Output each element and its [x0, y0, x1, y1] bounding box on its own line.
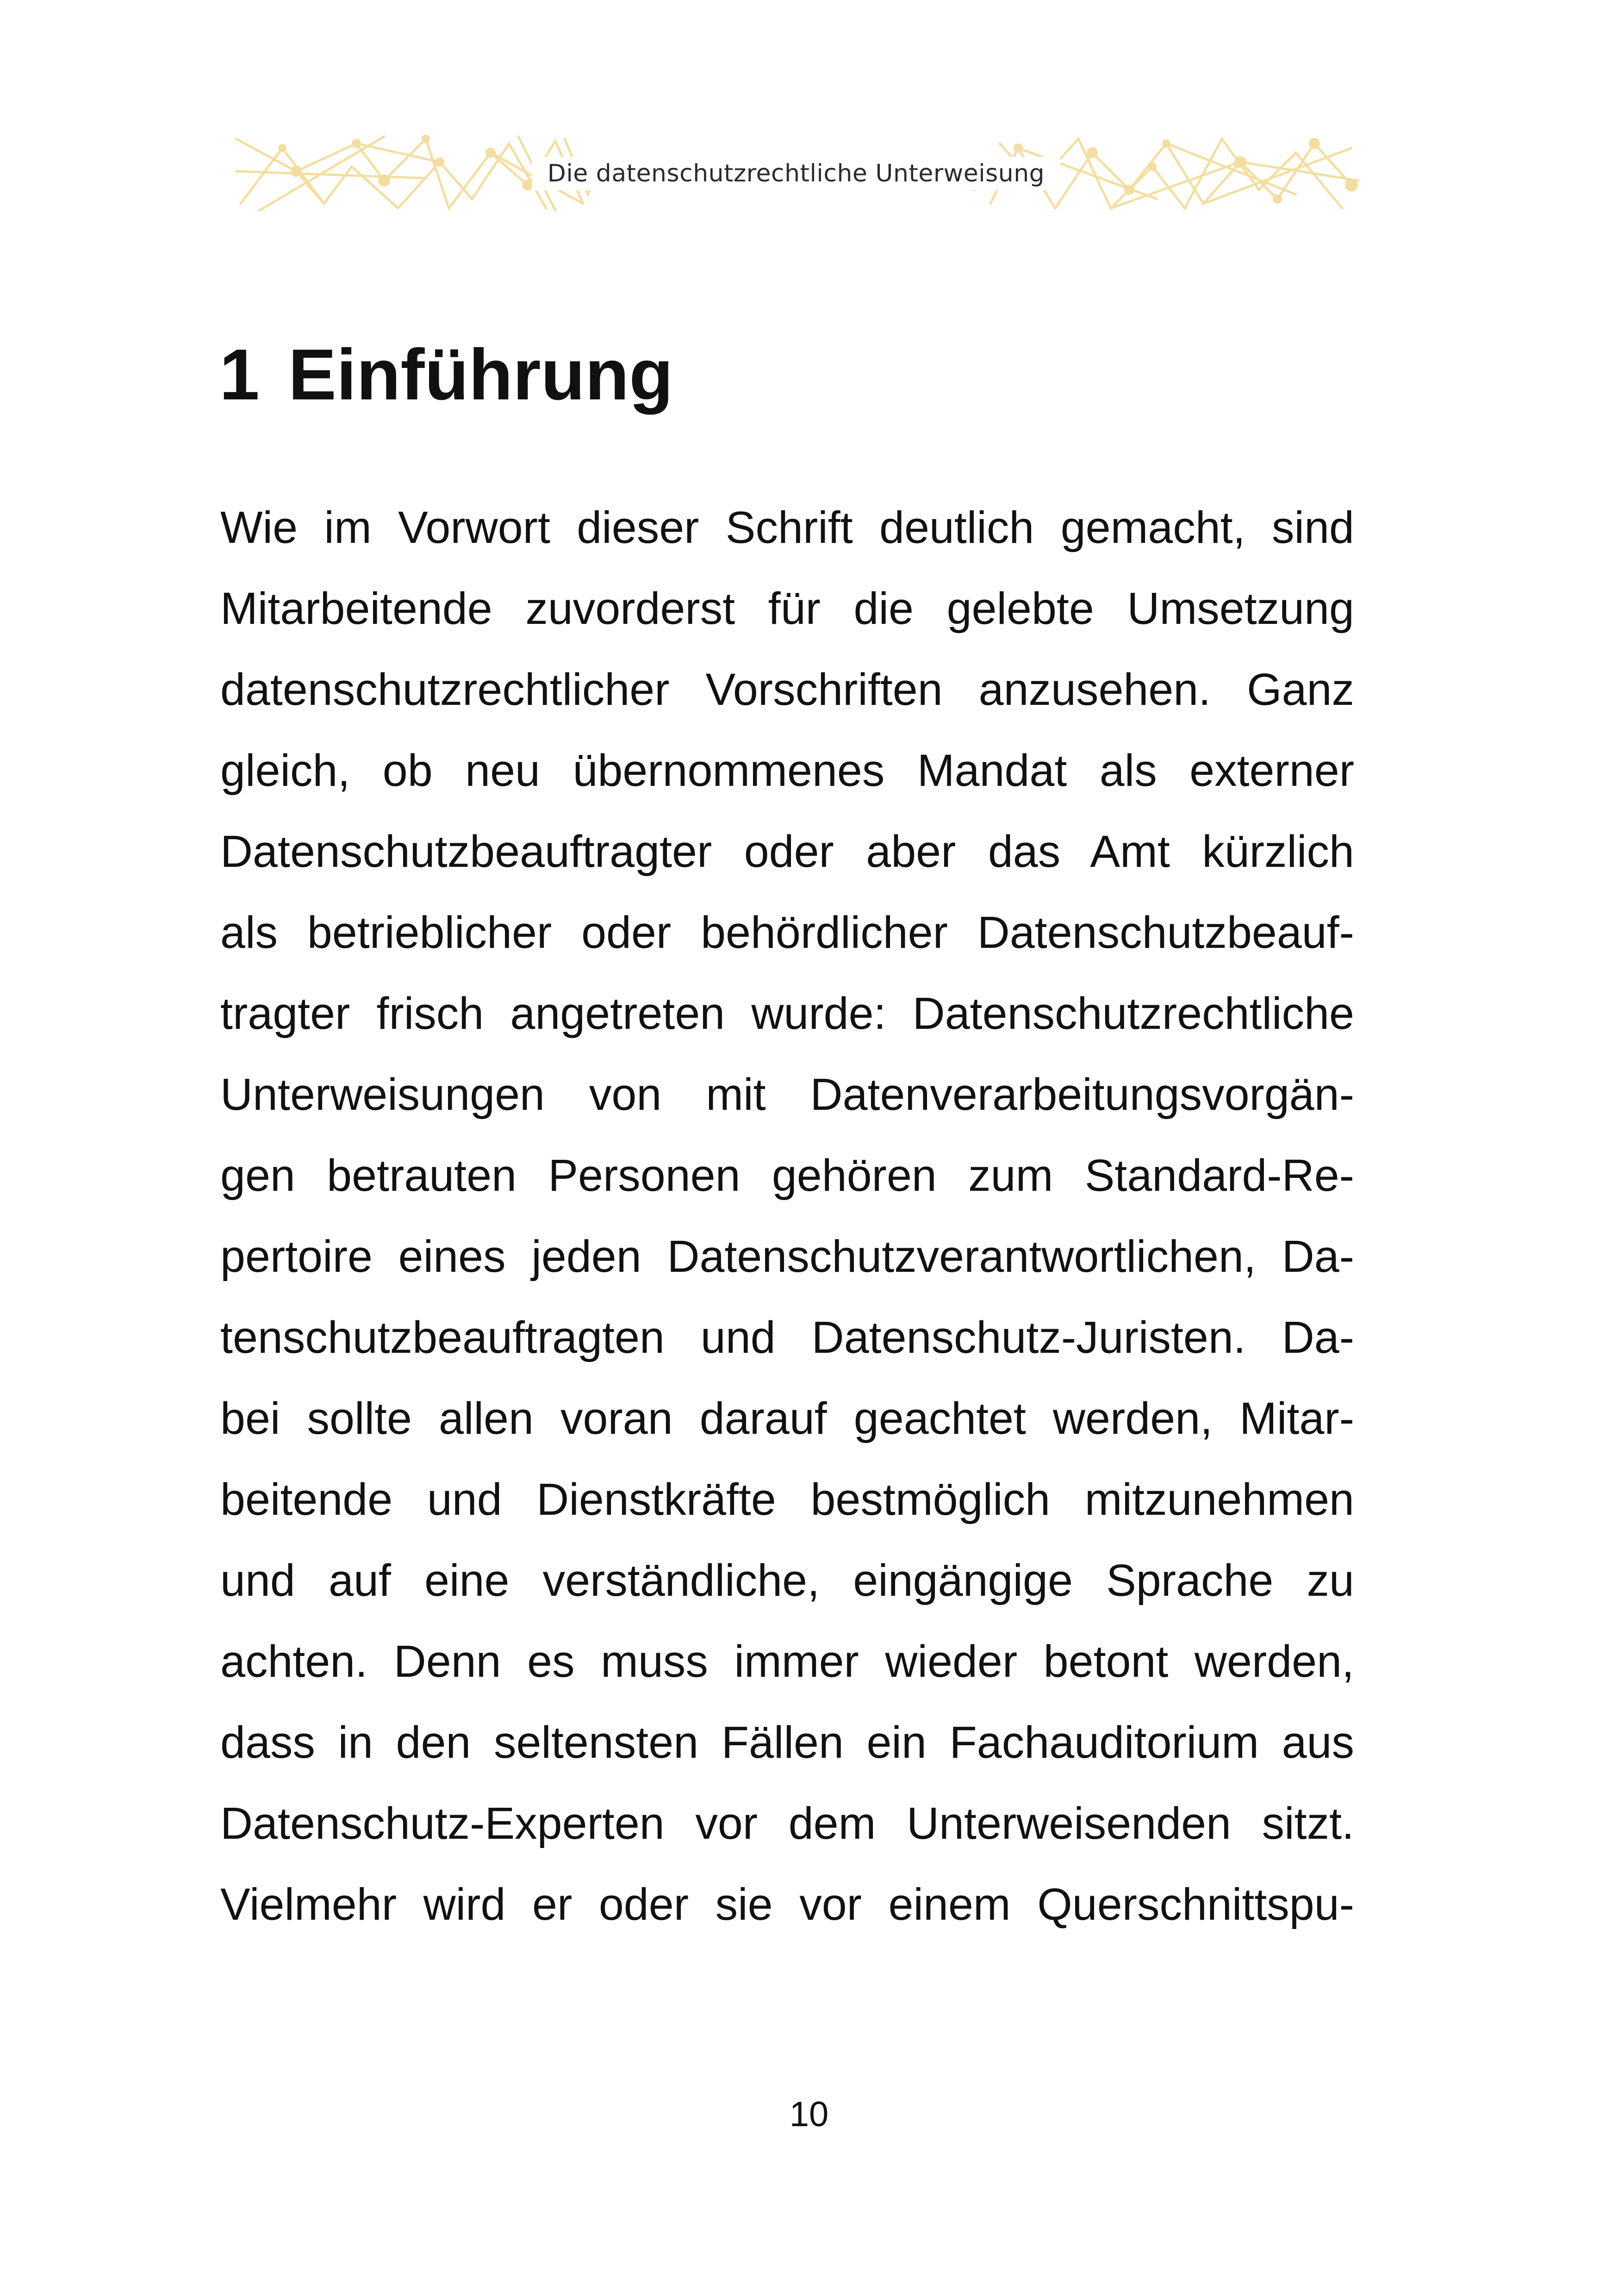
- text-line: Wie im Vorwort dieser Schrift deutlich gemacht, sind: [220, 502, 1354, 553]
- text-line: Unterweisungen von mit Datenverarbeitungsvorgän-: [220, 1069, 1354, 1120]
- text-line: bei sollte allen voran darauf geachtet werden, Mitar-: [220, 1393, 1354, 1444]
- page-number: 10: [789, 2095, 829, 2134]
- chapter-heading: [219, 333, 673, 417]
- text-line: Datenschutz-Experten vor dem Unterweisenden sitzt.: [220, 1798, 1354, 1848]
- text-line: tenschutzbeauftragten und Datenschutz-Juristen. Da-: [220, 1312, 1354, 1363]
- text-line: gleich, ob neu übernommenes Mandat als externer: [220, 745, 1354, 796]
- body-paragraph: [220, 487, 1354, 1945]
- header-ornament-band: [231, 134, 1361, 213]
- text-line: Vielmehr wird er oder sie vor einem Querschnittspu-: [220, 1879, 1354, 1929]
- text-line: tragter frisch angetreten wurde: Datenschutzrechtliche: [220, 988, 1354, 1039]
- running-header-title: Die datenschutzrechtliche Unterweisung: [532, 157, 1060, 190]
- text-line: gen betrauten Personen gehören zum Standard-Re-: [220, 1150, 1354, 1201]
- text-line: datenschutzrechtlicher Vorschriften anzusehen. Ganz: [220, 664, 1354, 715]
- text-line: und auf eine verständliche, eingängige Sprache zu: [220, 1555, 1354, 1605]
- text-line: dass in den seltensten Fällen ein Fachauditorium aus: [220, 1717, 1354, 1767]
- text-line: beitende und Dienstkräfte bestmöglich mitzunehmen: [220, 1474, 1354, 1524]
- text-line: Mitarbeitende zuvorderst für die gelebte Umsetzung: [220, 583, 1354, 634]
- running-header: [231, 134, 1361, 213]
- text-line: achten. Denn es muss immer wieder betont werden,: [220, 1636, 1354, 1686]
- chapter-number: 1: [219, 335, 260, 415]
- text-line: als betrieblicher oder behördlicher Datenschutzbeauf-: [220, 907, 1354, 958]
- text-line: pertoire eines jeden Datenschutzverantwortlichen, Da-: [220, 1231, 1354, 1282]
- chapter-title: Einführung: [288, 335, 673, 415]
- text-line: Datenschutzbeauftragter oder aber das Amt kürzlich: [220, 826, 1354, 877]
